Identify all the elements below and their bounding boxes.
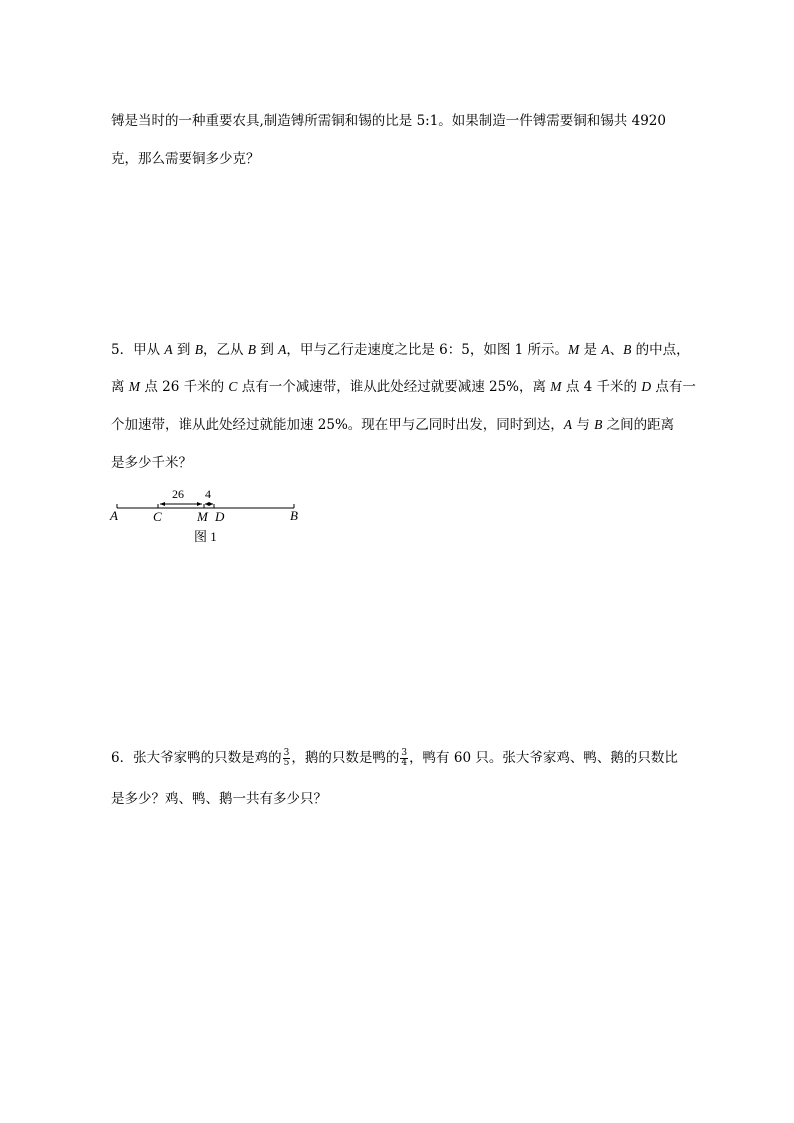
distance-md-label: 4 <box>205 487 211 501</box>
q5-line-3: 个加速带，谁从此处经过就能加速 25%。现在甲与乙同时出发，同时到达，A 与 B 之间的距离 <box>111 417 675 433</box>
q5-line-4: 是多少千米？ <box>111 455 192 471</box>
q5-line-2: 离 M 点 26 千米的 C 点有一个减速带，谁从此处经过就要减速 25%，离 M 点 4 千米的 D 点有一 <box>111 379 696 395</box>
point-c-label: C <box>153 509 162 524</box>
fraction-3-5: $\frac{3}{5}$ <box>283 748 290 768</box>
q4-line-2: 克，那么需要铜多少克？ <box>111 151 260 167</box>
arrowhead-c <box>160 502 165 506</box>
q6-line-2: 是多少？鸡、鸭、鹅一共有多少只？ <box>111 791 327 807</box>
arrowhead-m-left <box>197 502 202 506</box>
point-a-label: A <box>110 508 118 523</box>
q5-line-1: 5．甲从 A 到 B，乙从 B 到 A，甲与乙行走速度之比是 6：5，如图 1 所示。M 是 A、B 的中点， <box>111 342 690 358</box>
q6-line-1: 6．张大爷家鸭的只数是鸡的 $\frac{3}{5}$ ，鹅的只数是鸭的 $\frac{3}{4}$ ，鸭有 60 只。张大爷家鸡、鸭、鹅的只数比 <box>111 748 678 768</box>
distance-cm-label: 26 <box>172 487 184 501</box>
point-b-label: B <box>290 508 298 523</box>
q4-line-1: 镈是当时的一种重要农具,制造镈所需铜和锡的比是 5:1。如果制造一件镈需要铜和锡共 4920 <box>111 113 666 129</box>
fraction-3-4: $\frac{3}{4}$ <box>401 748 408 768</box>
arrowhead-m-right <box>205 502 209 506</box>
point-d-label: D <box>215 509 225 524</box>
point-m-label: M <box>197 509 208 524</box>
arrowhead-d <box>209 502 213 506</box>
figure-1-caption: 图 1 <box>194 529 217 544</box>
